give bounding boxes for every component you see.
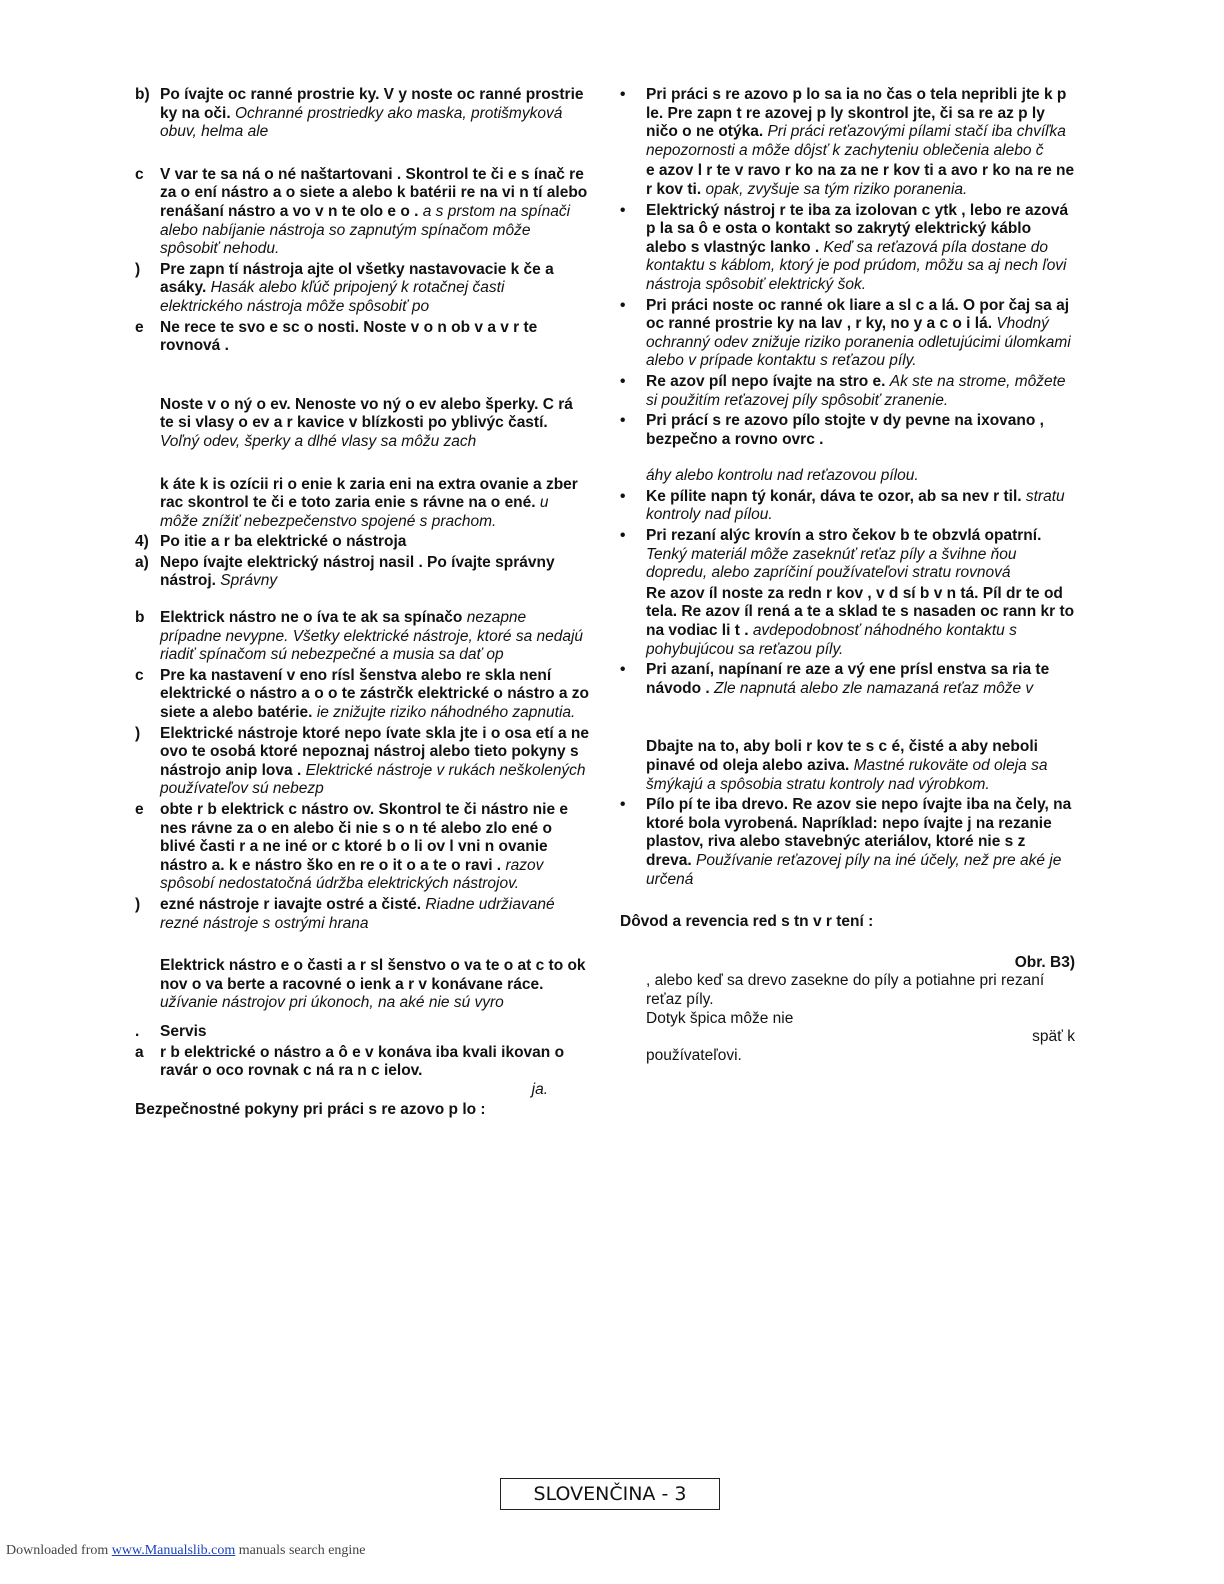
download-suffix: manuals search engine bbox=[238, 1543, 366, 1558]
item-bold-text: Noste v o ný o ev. Nenoste vo ný o ev alebo šperky. C rá te si vlasy o ev a r kavice v blízkosti po yblivýc častí. bbox=[160, 395, 573, 432]
bullet-dry-handles bbox=[620, 738, 1075, 794]
bullet-wood-only bbox=[620, 796, 1075, 889]
item-5a-service bbox=[135, 1044, 590, 1100]
item-bold-text: Nepo ívajte elektrický nástroj nasil . Po ívajte správny nástroj. bbox=[160, 553, 555, 590]
item-label: c bbox=[135, 666, 144, 684]
item-4b-switch bbox=[135, 609, 590, 665]
bullet-lubrication bbox=[620, 661, 1075, 698]
item-label: c bbox=[135, 165, 144, 183]
item-e-overreach bbox=[135, 319, 590, 356]
section-number: 4) bbox=[135, 533, 149, 551]
item-bold-text: Pre zapn tí nástroja ajte ol všetky nastavovacie k če a asáky. bbox=[160, 260, 554, 297]
item-bold-text: Pílo pí te iba drevo. Re azov sie nepo ívajte iba na čely, na ktoré bola vyrobená. Napríklad: nepo ívajte j na rezanie plastov, riva alebo stavebnýc ateriálov, ktoré nie s z dreva. bbox=[646, 796, 1072, 869]
item-label: e bbox=[135, 318, 144, 336]
item-4f-cutting-tools bbox=[135, 896, 590, 933]
item-label: a bbox=[135, 1043, 144, 1061]
item-italic-text: u môže znížiť nebezpečenstvo spojené s prachom. bbox=[160, 494, 549, 530]
item-bold-text: Re azov píl nepo ívajte na stro e. bbox=[646, 372, 886, 390]
item-bold-text: Elektrick nástro e o časti a r sl šenstvo o va te o at c to ok nov o va berte a racovné o ienk a r v konávane ráce. bbox=[160, 957, 586, 993]
item-label: ) bbox=[135, 724, 141, 742]
item-g-dust-extraction bbox=[135, 476, 590, 532]
bullet-keep-away bbox=[620, 86, 1075, 160]
item-italic-text: Používanie reťazovej píly na iné účely, než pre aké je určená bbox=[646, 851, 1062, 888]
item-bold-text: Elektrický nástroj r te iba za izolovan c ytk , lebo re azová p la sa ô e osta o kontakt so zakrytý elektrický káblo alebo s vlastnýc lanko . bbox=[646, 201, 1069, 256]
item-4c-disconnect bbox=[135, 667, 590, 723]
item-italic-text: Voľný odev, šperky a dlhé vlasy sa môžu zach bbox=[160, 432, 477, 450]
item-italic-text: Správny bbox=[220, 572, 278, 590]
item-bold-text: V var te sa ná o né naštartovani . Skontrol te či e s ínač re za o ení nástro a o siete a alebo k batérii re na vi n tí alebo renášaní nástro a vo v n te olo e o . bbox=[160, 165, 588, 220]
item-bold-text: ezné nástroje r iavajte ostré a čisté. bbox=[160, 895, 422, 913]
item-italic-text: ja. bbox=[531, 1080, 548, 1098]
left-column bbox=[135, 86, 590, 1120]
item-bold-text: Elektrické nástroje ktoré nepo ívate skla jte i o osa etí a ne ovo te osobá ktoré nepoznaj nástroj alebo tieto pokyny s nástrojo anip lova . bbox=[160, 724, 590, 779]
manualslib-link[interactable]: www.Manualslib.com bbox=[111, 1543, 236, 1558]
item-label: ) bbox=[135, 895, 141, 913]
item-italic-text: a s prstom na spínači alebo nabíjanie nástroja so zapnutým spínačom môže spôsobiť nehodu. bbox=[160, 202, 571, 258]
item-italic-text: Vhodný ochranný odev znižuje riziko poranenia odletujúcimi úlomkami alebo v prípade kontaktu s reťazou píly. bbox=[646, 315, 1071, 370]
item-italic-text: nezapne prípadne nevypne. Všetky elektrické nástroje, ktoré sa nedajú riadiť spínačom sú nebezpečné a musia sa dať op bbox=[160, 609, 584, 664]
bullet-branch-tension bbox=[620, 488, 1075, 525]
bullet-icon: • bbox=[620, 661, 626, 679]
kickback-text-3: späť k bbox=[1032, 1028, 1075, 1046]
right-column bbox=[620, 86, 1075, 1067]
bullet-icon: • bbox=[620, 527, 626, 545]
item-4a-do-not-force bbox=[135, 554, 590, 591]
item-label: b) bbox=[135, 86, 150, 103]
item-d-adjusting-keys bbox=[135, 261, 590, 317]
item-label: ) bbox=[135, 260, 141, 278]
item-italic-text: Riadne udržiavané rezné nástroje s ostrými hrana bbox=[160, 895, 555, 932]
item-italic-text: Elektrické nástroje v rukách neškolených používateľov sú nebezp bbox=[160, 761, 586, 798]
bullet-stable-footing bbox=[620, 412, 1075, 486]
item-italic-text: Ochranné prostriedky ako maska, protišmyková obuv, helma ale bbox=[160, 104, 563, 141]
item-bold-text: Pre ka nastavení v eno rísl šenstva alebo re skla není elektrické o nástro a o o te zástrčk elektrické o nástro a zo siete a alebo batérie. bbox=[160, 666, 590, 722]
chainsaw-safety-heading: Bezpečnostné pokyny pri práci s re azovo p lo : bbox=[135, 1101, 486, 1119]
bullet-icon: • bbox=[620, 487, 626, 505]
item-bold-text: Pri práci s re azovo p lo sa ia no čas o tela nepribli jte k p le. Pre zapn t re azovej p ly skontrol jte, či sa re az p ly ničo o ne otýka. bbox=[646, 86, 1067, 141]
download-prefix: Downloaded from bbox=[6, 1543, 109, 1558]
item-bold-text: e azov l r te v ravo r ko na za ne r kov ti a avo r ko na re ne r kov ti. bbox=[646, 162, 1075, 198]
bullet-icon: • bbox=[620, 412, 626, 430]
item-bold-text: obte r b elektrick c nástro ov. Skontrol te či nástro nie e nes rávne za o en alebo či nie s o n té alebo zlo ené o blivé časti r a ne iné or c ktoré b o li ov l vni n ovanie nástro a. k e nástro ško en re o it o a te o ravi . bbox=[160, 801, 568, 874]
item-bold-text: Dbajte na to, aby boli r kov te s c é, čisté a aby neboli pinavé od oleja alebo aziva. bbox=[646, 738, 1038, 774]
download-notice bbox=[6, 1543, 366, 1559]
item-italic-text: Keď sa reťazová píla dostane do kontaktu s káblom, ktorý je pod prúdom, môžu sa aj nech bbox=[646, 238, 1049, 275]
item-italic-text: Ak ste na strome, môžete si použitím reťazovej píly spôsobiť zranenie. bbox=[646, 372, 1066, 409]
item-italic-text: Hasák alebo kľúč pripojený k rotačnej časti elektrického nástroja môže spôsobiť po bbox=[160, 279, 505, 315]
bullet-icon: • bbox=[620, 201, 626, 219]
section-5-heading bbox=[135, 1023, 590, 1042]
section-title: Servis bbox=[160, 1022, 207, 1040]
item-italic-text: užívanie nástrojov pri úkonoch, na aké nie sú vyro bbox=[160, 994, 504, 1012]
page-label: SLOVENČINA - 3 bbox=[500, 1478, 720, 1510]
item-4e-maintenance bbox=[135, 801, 590, 894]
item-label: e bbox=[135, 801, 144, 818]
item-bold-text: Po ívajte oc ranné prostrie ky. V y noste oc ranné prostrie ky na oči. bbox=[160, 86, 584, 122]
bullet-icon: • bbox=[620, 796, 626, 814]
item-italic-text: Zle napnutá alebo zle namazaná reťaz môže v bbox=[714, 679, 1034, 697]
bullet-not-in-tree bbox=[620, 373, 1075, 410]
item-bold-text: r b elektrické o nástro a ô e v konáva iba kvali ikovan o ravár o oco rovnak c ná ra n c ielov. bbox=[160, 1043, 565, 1080]
item-italic-text: ie znižujte riziko náhodného zapnutia. bbox=[316, 704, 576, 722]
bullet-protective-glasses bbox=[620, 297, 1075, 371]
kickback-text-1: , alebo keď sa drevo zasekne do píly a potiahne pri rezaní reťaz píly. bbox=[646, 972, 1045, 1008]
item-italic-text: Pri práci reťazovými pílami stačí iba chvíľka nepozornosti a môže dôjsť k zachyteniu oblečenia alebo č bbox=[646, 123, 1066, 159]
bullet-icon: • bbox=[620, 86, 626, 103]
item-bold-text: Pri rezaní alýc krovín a stro čekov b te obzvlá opatrní. bbox=[646, 527, 1042, 545]
bullet-carry bbox=[620, 585, 1075, 659]
item-italic-text: Tenký materiál môže zaseknúť reťaz píly a švihne ňou dopredu, alebo zapríčiní používateľovi stratu rovnová bbox=[646, 545, 1017, 582]
section-title: Po itie a r ba elektrické o nástroja bbox=[160, 533, 407, 551]
bullet-handles bbox=[620, 162, 1075, 199]
item-italic-text: áhy alebo kontrolu nad reťazovou pílou. bbox=[646, 467, 919, 485]
bullet-icon: • bbox=[620, 372, 626, 390]
item-italic-text: avdepodobnosť náhodného kontaktu s pohybujúcou sa reťazou píly. bbox=[646, 622, 1017, 658]
item-bold-text: Pri prácí s re azovo pílo stojte v dy pevne na ixovano , bezpečno a rovno ovrc . bbox=[646, 412, 1044, 448]
section-4-heading bbox=[135, 533, 590, 552]
bullet-icon: • bbox=[620, 296, 626, 314]
item-c-unintended-start bbox=[135, 166, 590, 259]
item-bold-text: Pri práci noste oc ranné ok liare a sl c a lá. O por čaj sa aj oc ranné prostrie ky na lav , r ky, no y a c o i lá. bbox=[646, 296, 1069, 333]
item-italic-text: opak, zvyšuje sa tým riziko poranenia. bbox=[705, 180, 968, 198]
item-bold-text: Pri azaní, napínaní re aze a vý ene prísl enstva sa ria te návodo . bbox=[646, 661, 1050, 697]
item-italic-text: stratu kontroly nad pílou. bbox=[646, 487, 1065, 524]
kickback-heading: Dôvod a revencia red s tn v r tení : bbox=[620, 913, 874, 931]
item-italic-text-2: ľovi nástroja spôsobiť elektrický šok. bbox=[646, 257, 1067, 293]
section-number: . bbox=[135, 1022, 140, 1040]
item-italic-text: razov spôsobí nedostatočná údržba elektrických nástrojov. bbox=[160, 856, 544, 893]
bullet-insulated-grip bbox=[620, 202, 1075, 295]
figure-reference: Obr. B3) bbox=[1014, 953, 1075, 971]
item-bold-text: Re azov íl noste za redn r kov , v d sí b v n tá. Píl dr te od tela. Re azov íl rená a te a sklad te s nasaden oc rann kr to na vodiac li t . bbox=[646, 584, 1075, 640]
item-4g-accessories bbox=[135, 957, 590, 1013]
item-4d-storage bbox=[135, 725, 590, 799]
item-italic-text: Mastné rukoväte od oleja sa šmýkajú a spôsobia stratu kontroly nad výrobkom. bbox=[646, 757, 1048, 793]
item-bold-text: Ke pílite napn tý konár, dáva te ozor, ab sa nev r til. bbox=[646, 487, 1022, 505]
item-b-protective-equipment bbox=[135, 86, 590, 142]
item-bold-text: Elektrick nástro ne o íva te ak sa spínačo bbox=[160, 609, 463, 627]
kickback-text bbox=[620, 954, 1075, 1066]
item-bold-text: k áte k is ozícii ri o enie k zaria eni na extra ovanie a zber rac skontrol te či e toto zaria enie s rávne na o ené. bbox=[160, 475, 578, 512]
item-f-clothing bbox=[135, 396, 590, 452]
bullet-small-brush bbox=[620, 527, 1075, 583]
kickback-text-4: používateľovi. bbox=[646, 1046, 742, 1064]
item-label: b bbox=[135, 609, 145, 627]
item-label: a) bbox=[135, 553, 149, 571]
kickback-text-2: Dotyk špica môže nie bbox=[646, 1009, 794, 1027]
item-bold-text: Ne rece te svo e sc o nosti. Noste v o n ob v a v r te rovnová . bbox=[160, 318, 538, 355]
